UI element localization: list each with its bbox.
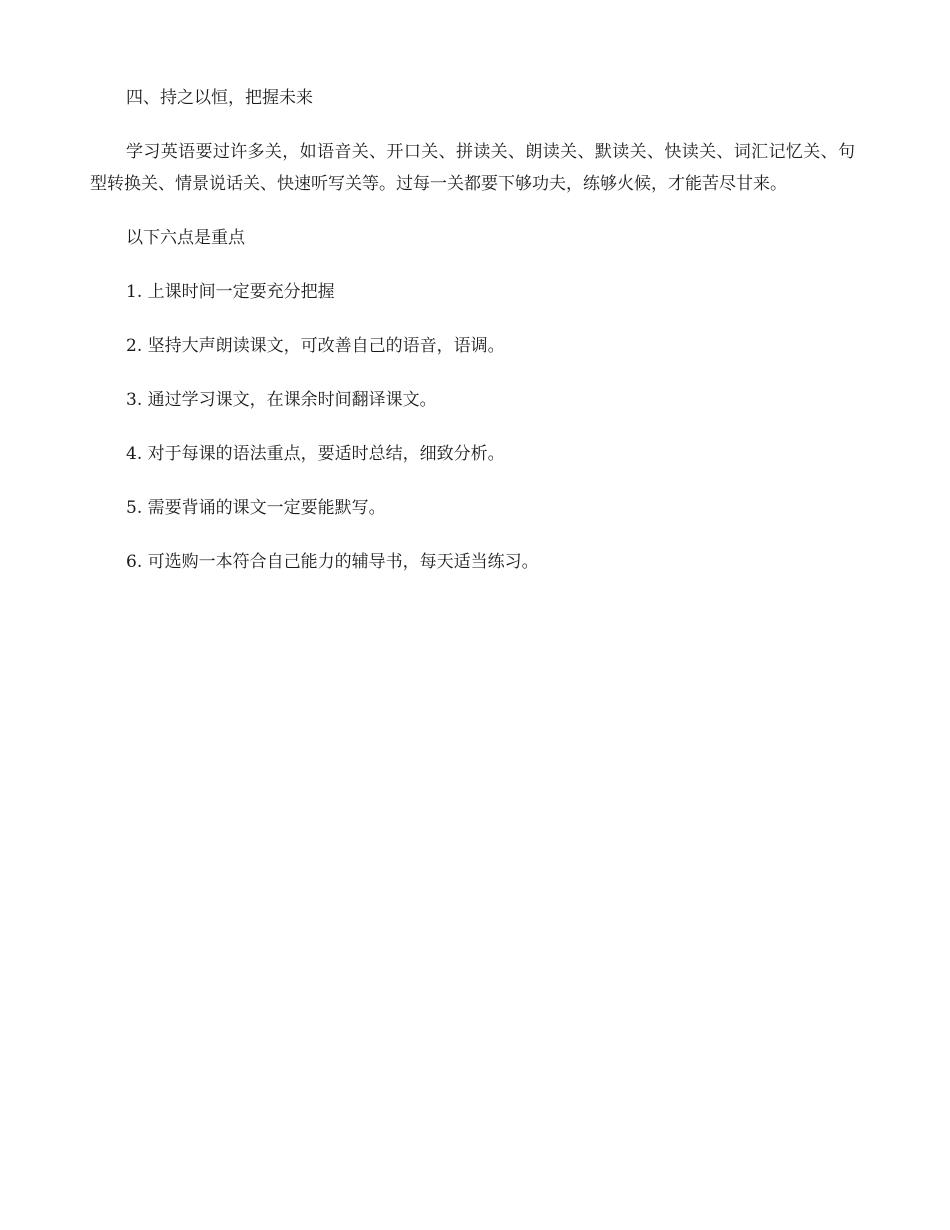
key-points-list <box>90 276 855 578</box>
list-item: 6. 可选购一本符合自己能力的辅导书，每天适当练习。 <box>126 552 539 572</box>
list-item: 2. 坚持大声朗读课文，可改善自己的语音，语调。 <box>126 336 505 356</box>
list-item: 5. 需要背诵的课文一定要能默写。 <box>126 498 386 518</box>
list-item: 1. 上课时间一定要充分把握 <box>126 282 335 302</box>
list-item: 4. 对于每课的语法重点，要适时总结，细致分析。 <box>126 444 505 464</box>
list-item: 3. 通过学习课文，在课余时间翻译课文。 <box>126 390 437 410</box>
points-intro: 以下六点是重点 <box>126 228 245 248</box>
document-body <box>90 82 855 600</box>
intro-paragraph: 学习英语要过许多关，如语音关、开口关、拼读关、朗读关、默读关、快读关、词汇记忆关、句型转换关、情景说话关、快速听写关等。过每一关都要下够功夫，练够火候，才能苦尽甘来。 <box>90 142 855 194</box>
section-heading: 四、持之以恒，把握未来 <box>126 88 313 108</box>
